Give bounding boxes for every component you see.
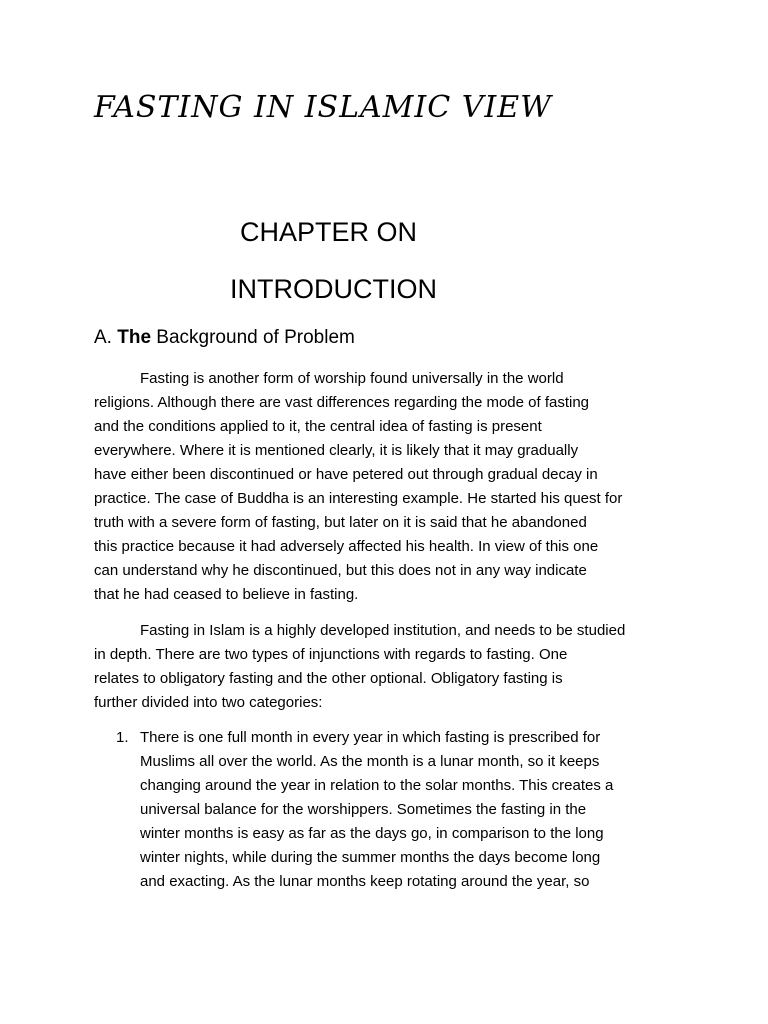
paragraph-line: relates to obligatory fasting and the other optional. Obligatory fasting is [94,670,563,687]
paragraph-line: truth with a severe form of fasting, but later on it is said that he abandoned [94,514,587,531]
list-item-line: There is one full month in every year in which fasting is prescribed for [140,729,601,746]
list-item-line: changing around the year in relation to the solar months. This creates a [140,777,614,794]
paragraph-line: and the conditions applied to it, the central idea of fasting is present [94,418,542,435]
paragraph-line: everywhere. Where it is mentioned clearly, it is likely that it may gradually [94,442,579,459]
paragraph-background [94,367,694,607]
document-title: FASTING IN ISLAMIC VIEW [94,90,552,125]
list-item-line: winter months is easy as far as the days go, in comparison to the long [140,825,604,842]
paragraph-line: this practice because it had adversely affected his health. In view of this one [94,538,599,555]
paragraph-line: that he had ceased to believe in fasting. [94,586,359,603]
paragraph-line: Fasting is another form of worship found universally in the world [140,370,564,387]
paragraph-line: in depth. There are two types of injunctions with regards to fasting. One [94,646,568,663]
paragraph-line: have either been discontinued or have petered out through gradual decay in [94,466,598,483]
section-prefix: A. [94,327,112,348]
chapter-heading-line-2: INTRODUCTION [230,274,437,304]
paragraph-fasting-in-islam [94,619,694,715]
section-bold-word: The [117,327,152,348]
section-heading [94,325,355,351]
section-title-rest: Background of Problem [156,327,355,348]
chapter-heading-line-1: CHAPTER ON [240,217,418,247]
list-item-line: Muslims all over the world. As the month is a lunar month, so it keeps [140,753,600,770]
list-item-line: winter nights, while during the summer months the days become long [140,849,601,866]
list-item [94,726,694,894]
list-item-line: universal balance for the worshippers. Sometimes the fasting in the [140,801,587,818]
list-item-line: and exacting. As the lunar months keep rotating around the year, so [140,873,590,890]
paragraph-line: further divided into two categories: [94,694,323,711]
paragraph-line: religions. Although there are vast differences regarding the mode of fasting [94,394,590,411]
list-item-number: 1. [116,729,129,746]
paragraph-line: Fasting in Islam is a highly developed institution, and needs to be studied [140,622,626,639]
numbered-list [94,726,694,894]
paragraph-line: practice. The case of Buddha is an interesting example. He started his quest for [94,490,623,507]
paragraph-line: can understand why he discontinued, but this does not in any way indicate [94,562,587,579]
